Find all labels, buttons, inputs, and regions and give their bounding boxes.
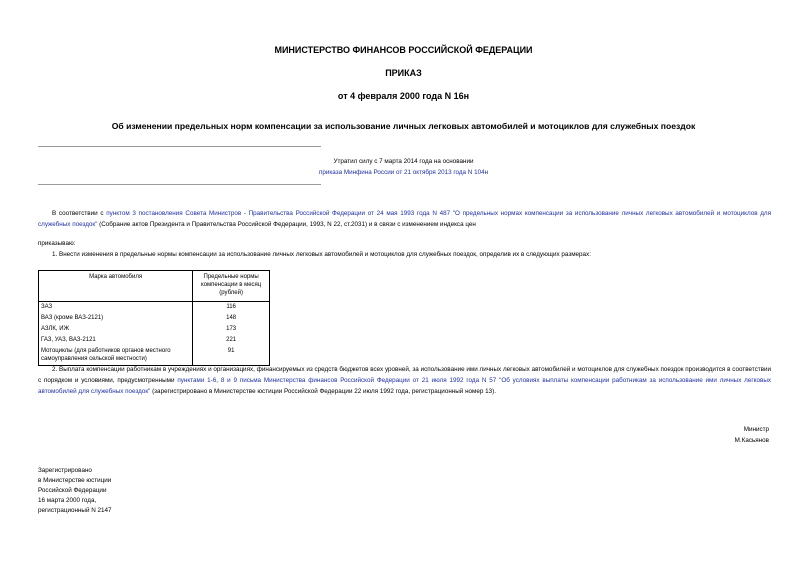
status-note: Утратил силу с 7 марта 2014 года на основании [333,158,474,165]
norm-cell: 173 [193,324,270,335]
divider-bottom [38,184,321,185]
table-row [39,346,270,366]
norm-cell: 91 [193,346,270,366]
brand-cell: Мотоциклы (для работников органов местного самоуправления сельской местности) [39,346,193,366]
column-header-brand: Марка автомобиля [39,271,193,302]
brand-cell: ЗАЗ [39,302,193,314]
table-header-row [39,271,270,302]
item-2-text-end: (зарегистрировано в Министерстве юстиции Российской Федерации 22 июля 1992 года, регистрационный номер 13). [150,388,496,395]
registration-line: Российской Федерации [38,487,107,494]
item-2-text-start: 2. Выплата компенсации работникам в учреждениях и организациях, финансируемых из средств бюджетов всех уровней, за использование ими личных легковых автомобилей и мотоциклов для служебных поездок производится в соответствии с порядком и условиями, предусмотренными [38,366,771,384]
preamble-paragraph [38,208,771,230]
preamble-text-start: В соответствии с [52,210,107,217]
signature-position: Министр [743,426,769,433]
registration-line: Зарегистрировано [38,467,92,474]
document-date-number: от 4 февраля 2000 года N 16н [337,91,470,101]
item-2-paragraph [38,364,771,397]
preamble-text-end: (Собрание актов Президента и Правительства Российской Федерации, 1993, N 22, ст.2031) и в связи с изменением индекса цен [97,221,476,228]
column-header-norm: Предельные нормы компенсации в месяц (рублей) [193,271,270,302]
table-row [39,313,270,324]
norm-cell: 116 [193,302,270,314]
registration-line: 16 марта 2000 года, [38,497,97,504]
registration-line: в Министерстве юстиции [38,477,112,484]
document-type-heading: ПРИКАЗ [385,68,422,78]
table-row [39,324,270,335]
ministry-letter-link[interactable]: пунктами 1-6, 8 и 9 письма Министерства финансов Российской Федерации от 21 июля 1992 года N 57 "Об условиях выплаты компенсации работникам за использование ими личных легковых автомобилей для служебных поездок" [38,377,771,395]
divider-top [38,146,321,147]
brand-cell: АЗЛК, ИЖ [39,324,193,335]
brand-cell: ВАЗ (кроме ВАЗ-2121) [39,313,193,324]
document-title: Об изменении предельных норм компенсации за использование личных легковых автомобилей и мотоциклов для служебных поездок [111,121,696,131]
government-decree-link[interactable]: пунктом 3 постановления Совета Министров - Правительства Российской Федерации от 24 мая 1993 года N 487 "О предельных нормах компенсации за использование личных легковых автомобилей и мотоциклов для служебных поездок" [38,210,771,228]
registration-line: регистрационный N 2147 [38,507,112,514]
norm-cell: 221 [193,335,270,346]
order-word: приказываю: [38,240,76,247]
brand-cell: ГАЗ, УАЗ, ВАЗ-2121 [39,335,193,346]
norm-cell: 148 [193,313,270,324]
compensation-norms-table [38,270,270,366]
registration-block [38,466,112,516]
status-note-link-row [0,168,807,178]
table-row [39,335,270,346]
ministry-heading: МИНИСТЕРСТВО ФИНАНСОВ РОССИЙСКОЙ ФЕДЕРАЦИИ [274,45,533,55]
signature-name: М.Касьянов [734,437,769,444]
item-1-text: 1. Внести изменения в предельные нормы компенсации за использование личных легковых автомобилей и мотоциклов для служебных поездок, определив их в следующих размерах: [52,251,591,258]
table-row [39,302,270,314]
repeal-order-link[interactable]: приказа Минфина России от 21 октября 2013 года N 104н [318,169,489,176]
